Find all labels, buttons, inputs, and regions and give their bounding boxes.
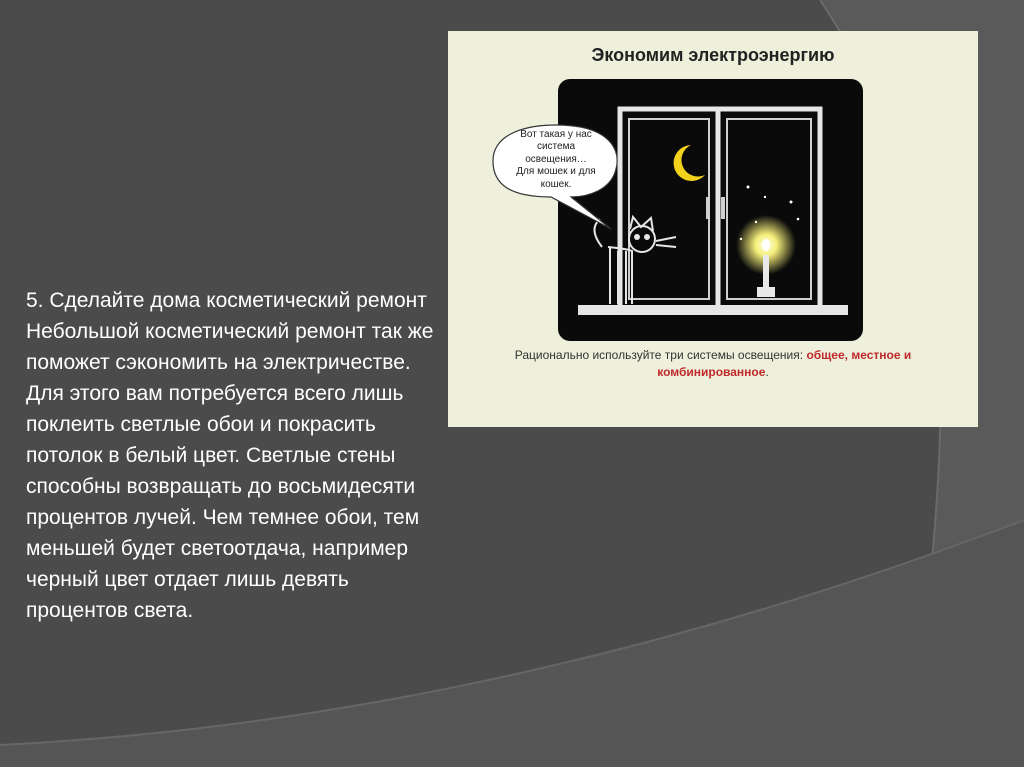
speech-bubble-text: Вот такая у нас система освещения… Для мошек и для кошек. (516, 128, 596, 190)
candle-holder (757, 287, 775, 297)
star-icon (790, 201, 793, 204)
caption-lead: Рационально используйте три системы освещения: (514, 348, 807, 362)
star-icon (747, 186, 750, 189)
illustration-caption (478, 347, 948, 381)
caption-end: . (765, 365, 769, 379)
illustration-title: Экономим электроэнергию (591, 45, 835, 65)
star-icon (797, 218, 800, 221)
window-handle-left (706, 197, 710, 219)
speech-bubble (491, 121, 621, 199)
star-icon (764, 196, 766, 198)
caption-highlight: общее, местное и комбинированное (657, 348, 912, 379)
candle-icon (763, 255, 769, 289)
illustration-panel (448, 31, 978, 427)
candle-flame-icon (762, 239, 770, 251)
window-sill (578, 305, 848, 315)
body-text: 5. Сделайте дома косметический ремонт Небольшой косметический ремонт так же поможет сэкономить на электричестве. Для этого вам потребуется всего лишь поклеить светлые обои и покрасить потолок в белый цвет. Светлые стены способны возвращать до восьмидесяти процентов лучей. Чем темнее обои, тем меньшей будет светоотдача, например черный цвет отдает лишь девять процентов света. (26, 289, 434, 622)
window-handle-right (721, 197, 725, 219)
